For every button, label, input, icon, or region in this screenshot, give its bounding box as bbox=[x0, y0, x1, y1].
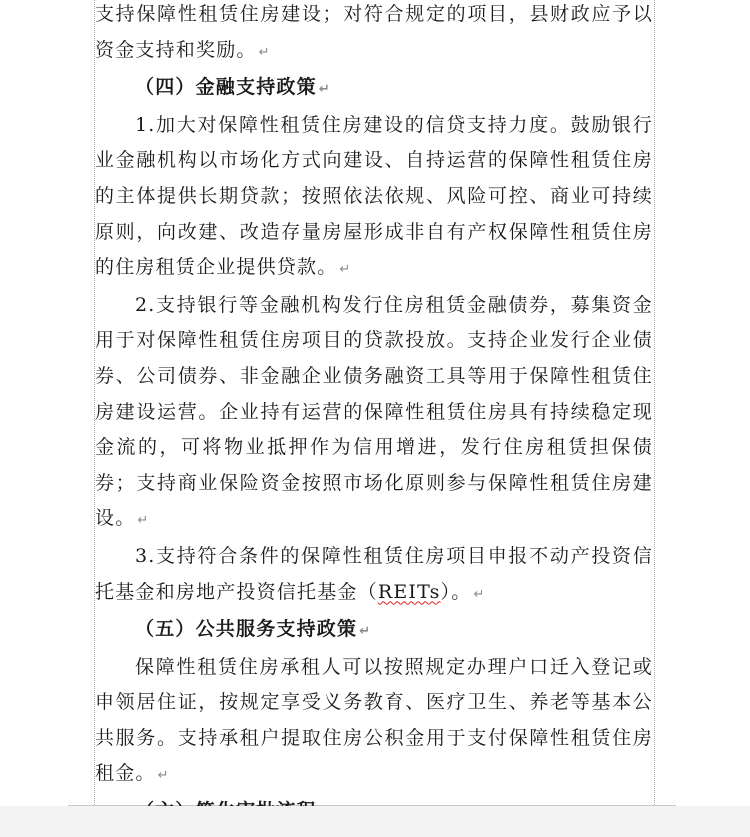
heading-financial-support bbox=[95, 70, 653, 108]
spellcheck-flagged-word[interactable]: REITs bbox=[377, 580, 441, 603]
text-boundary-right bbox=[654, 0, 655, 805]
paragraph-mark-icon: ↵ bbox=[339, 262, 351, 278]
paragraph-4-text-end: ）。 bbox=[440, 580, 472, 603]
paragraph-1-text: 支持保障性租赁住房建设；对符合规定的项目，县财政应予以资金支持和奖励。 bbox=[95, 3, 653, 61]
heading-financial-support-text: （四）金融支持政策 bbox=[135, 76, 317, 99]
paragraph-mark-icon: ↵ bbox=[359, 624, 371, 640]
paragraph-mark-icon: ↵ bbox=[258, 44, 270, 60]
paragraph-4 bbox=[95, 539, 653, 612]
paragraph-5-text: 保障性租赁住房承租人可以按照规定办理户口迁入登记或申领居住证，按规定享受义务教育、医疗卫生、养老等基本公共服务。支持承租户提取住房公积金用于支付保障性租赁住房租金。 bbox=[95, 655, 653, 785]
paragraph-mark-icon: ↵ bbox=[137, 513, 149, 529]
heading-public-service bbox=[95, 612, 653, 650]
paragraph-4-text: 3.支持符合条件的保障性租赁住房项目申报不动产投资信托基金和房地产投资信托基金（ bbox=[95, 544, 653, 603]
paragraph-mark-icon: ↵ bbox=[473, 586, 485, 602]
paragraph-2-text: 1.加大对保障性租赁住房建设的信贷支持力度。鼓励银行业金融机构以市场化方式向建设、自持运营的保障性租赁住房的主体提供长期贷款；按照依法依规、风险可控、商业可持续原则，向改建、改造存量房屋形成非自有产权保障性租赁住房的住房租赁企业提供贷款。 bbox=[95, 113, 653, 279]
paragraph-3-text: 2.支持银行等金融机构发行住房租赁金融债券，募集资金用于对保障性租赁住房项目的贷款投放。支持企业发行企业债券、公司债券、非金融企业债务融资工具等用于保障性租赁住房建设运营。企业持有运营的保障性租赁住房具有持续稳定现金流的，可将物业抵押作为信用增进，发行住房租赁担保债券；支持商业保险资金按照市场化原则参与保障性租赁住房建设。 bbox=[95, 293, 653, 530]
paragraph-5 bbox=[95, 650, 653, 794]
paragraph-2 bbox=[95, 108, 653, 288]
document-body[interactable] bbox=[95, 0, 653, 832]
page-gap-area bbox=[0, 806, 750, 837]
paragraph-mark-icon: ↵ bbox=[157, 768, 169, 784]
paragraph-1 bbox=[95, 0, 653, 70]
paragraph-3 bbox=[95, 288, 653, 539]
heading-public-service-text: （五）公共服务支持政策 bbox=[135, 618, 358, 641]
paragraph-mark-icon: ↵ bbox=[318, 82, 330, 98]
